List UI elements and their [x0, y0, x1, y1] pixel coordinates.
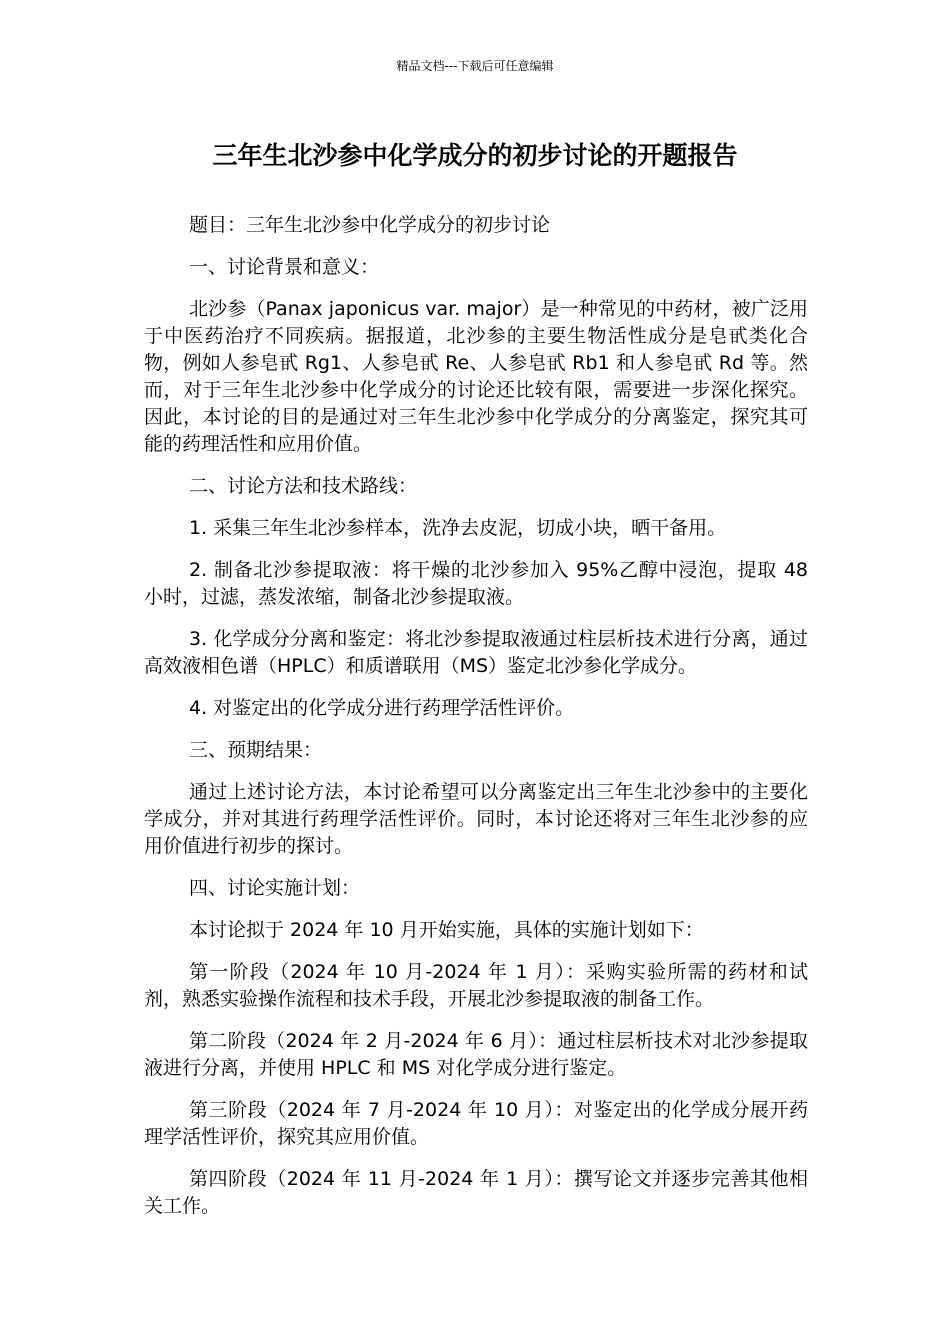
plan-phase-3: 第三阶段（2024 年 7 月-2024 年 10 月）：对鉴定出的化学成分展开药理学活性评价，探究其应用价值。 [144, 1099, 808, 1148]
method-step-3: 3. 化学成分分离和鉴定：将北沙参提取液通过柱层析技术进行分离，通过高效液相色谱（HPLC）和质谱联用（MS）鉴定北沙参化学成分。 [144, 628, 808, 677]
section-heading-plan: 四、讨论实施计划： [189, 877, 361, 899]
expected-results-paragraph: 通过上述讨论方法，本讨论希望可以分离鉴定出三年生北沙参中的主要化学成分，并对其进行药理学活性评价。同时，本讨论还将对三年生北沙参的应用价值进行初步的探讨。 [144, 781, 808, 857]
background-paragraph: 北沙参（Panax japonicus var. major）是一种常见的中药材，被广泛用于中医药治疗不同疾病。据报道，北沙参的主要生物活性成分是皂甙类化合物，例如人参皂甙 Rg1、人参皂甙 Re、人参皂甙 Rb1 和人参皂甙 Rd 等。然而，对于三年生北沙参中化学成分的讨论还比较有限，需要进一步深化探究。因此，本讨论的目的是通过对三年生北沙参中化学成分的分离鉴定，探究其可能的药理活性和应用价值。 [144, 298, 808, 455]
plan-intro: 本讨论拟于 2024 年 10 月开始实施，具体的实施计划如下： [189, 919, 704, 941]
plan-phase-4: 第四阶段（2024 年 11 月-2024 年 1 月）：撰写论文并逐步完善其他相关工作。 [144, 1168, 808, 1217]
plan-phase-2: 第二阶段（2024 年 2 月-2024 年 6 月）：通过柱层析技术对北沙参提取液进行分离，并使用 HPLC 和 MS 对化学成分进行鉴定。 [144, 1030, 808, 1079]
topic-line: 题目：三年生北沙参中化学成分的初步讨论 [189, 214, 551, 236]
section-heading-background: 一、讨论背景和意义： [189, 256, 380, 278]
section-heading-methods: 二、讨论方法和技术路线： [189, 475, 418, 497]
method-step-4: 4. 对鉴定出的化学成分进行药理学活性评价。 [189, 697, 575, 719]
header-note: 精品文档---下载后可任意编辑 [396, 59, 554, 73]
method-step-2: 2. 制备北沙参提取液：将干燥的北沙参加入 95%乙醇中浸泡，提取 48 小时，过滤，蒸发浓缩，制备北沙参提取液。 [144, 559, 808, 608]
document-title: 三年生北沙参中化学成分的初步讨论的开题报告 [212, 141, 738, 170]
document-body [144, 212, 808, 1235]
method-step-1: 1. 采集三年生北沙参样本，洗净去皮泥，切成小块，晒干备用。 [189, 517, 727, 539]
plan-phase-1: 第一阶段（2024 年 10 月-2024 年 1 月）：采购实验所需的药材和试剂，熟悉实验操作流程和技术手段，开展北沙参提取液的制备工作。 [144, 961, 808, 1010]
section-heading-expected: 三、预期结果： [189, 739, 323, 761]
